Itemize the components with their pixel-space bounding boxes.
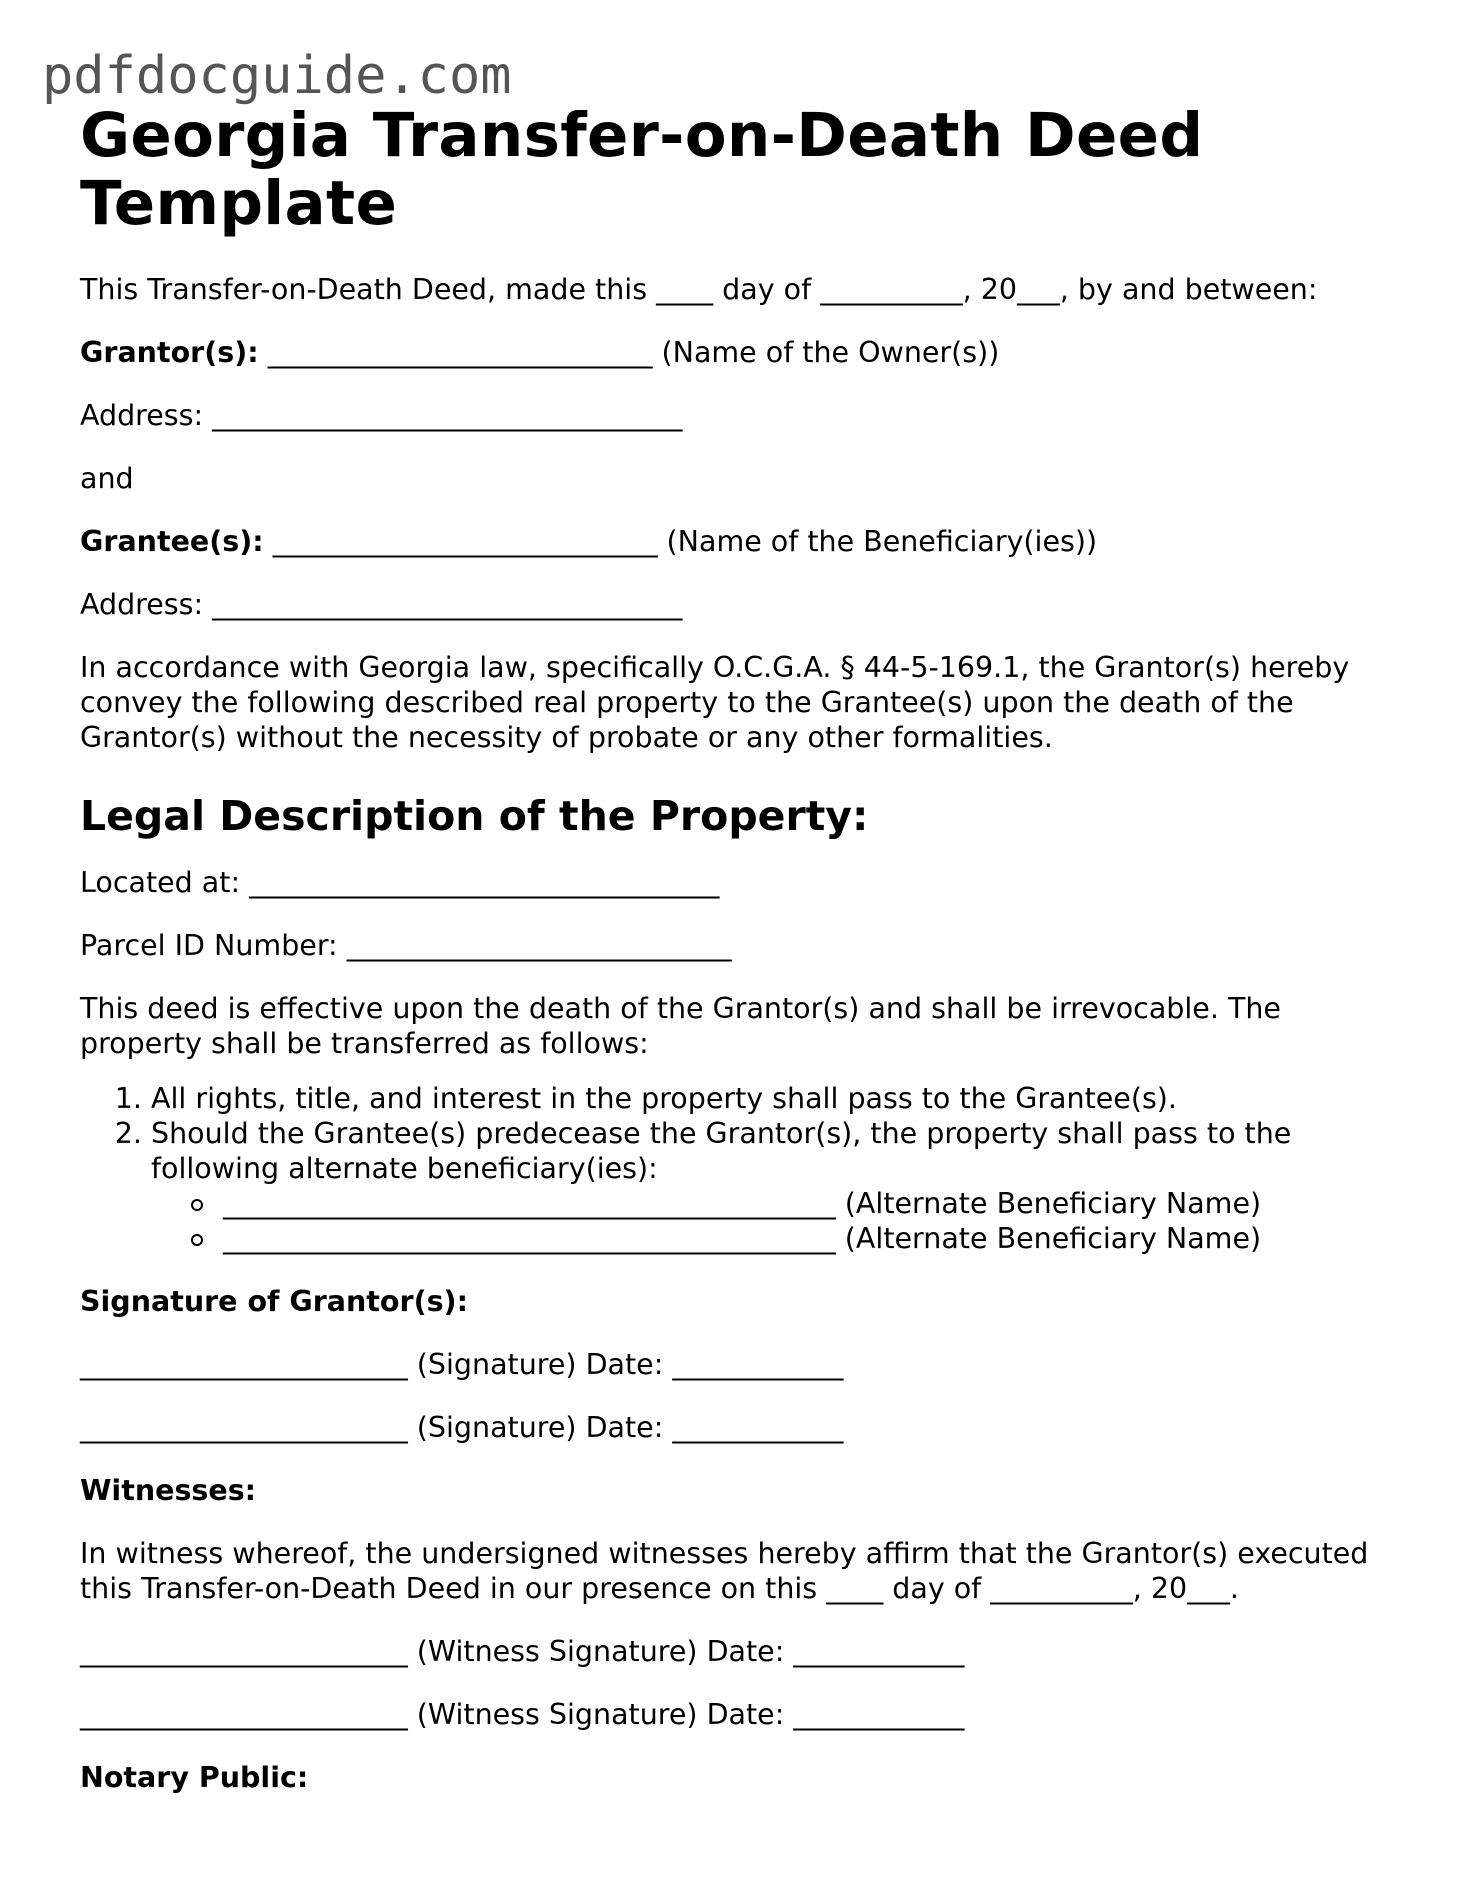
effective-paragraph: This deed is effective upon the death of the Grantor(s) and shall be irrevocable. The property shall be transferred as follows: xyxy=(80,992,1281,1060)
grantee-line xyxy=(80,524,1400,559)
list-item-text: All rights, title, and interest in the property shall pass to the Grantee(s). xyxy=(151,1082,1177,1115)
grantee-label: Grantee(s): xyxy=(80,525,264,558)
grantor-address: Address: _________________________________ xyxy=(80,399,683,432)
grantee-name-blank: ___________________________ (Name of the Beneficiary(ies)) xyxy=(263,525,1098,558)
grantee-address: Address: _________________________________ xyxy=(80,588,683,621)
and-text: and xyxy=(80,462,134,495)
alternate-beneficiary-item: ___________________________________________ (Alternate Beneficiary Name) xyxy=(223,1221,1400,1256)
document-body xyxy=(80,102,1400,1823)
grantor-label: Grantor(s): xyxy=(80,336,259,369)
grantor-name-blank: ___________________________ (Name of the Owner(s)) xyxy=(258,336,1000,369)
witnesses-paragraph: In witness whereof, the undersigned witnesses hereby affirm that the Grantor(s) executed this Transfer-on-Death Deed in our presence on this ____ day of __________, 20___. xyxy=(80,1537,1369,1605)
legal-description-heading: Legal Description of the Property: xyxy=(80,792,869,840)
signature-line: _______________________ (Signature) Date: ____________ xyxy=(80,1411,844,1444)
grantor-line xyxy=(80,335,1400,370)
intro-paragraph: This Transfer-on-Death Deed, made this ____ day of __________, 20___, by and between: xyxy=(80,273,1318,306)
alternate-beneficiary-item: ___________________________________________ (Alternate Beneficiary Name) xyxy=(223,1186,1400,1221)
transfer-list xyxy=(80,1081,1400,1256)
list-item xyxy=(151,1081,1400,1116)
signature-line: _______________________ (Signature) Date: ____________ xyxy=(80,1348,844,1381)
notary-heading: Notary Public: xyxy=(80,1761,309,1794)
located-at-line: Located at: _________________________________ xyxy=(80,866,720,899)
signature-heading: Signature of Grantor(s): xyxy=(80,1285,468,1318)
list-item-text: Should the Grantee(s) predecease the Grantor(s), the property shall pass to the following alternate beneficiary(ies): xyxy=(151,1117,1292,1185)
parcel-id-line: Parcel ID Number: ___________________________ xyxy=(80,929,732,962)
witnesses-heading: Witnesses: xyxy=(80,1474,257,1507)
alternate-beneficiary-list xyxy=(151,1186,1400,1256)
watermark-text: pdfdocguide.com xyxy=(42,46,512,106)
witness-signature-line: _______________________ (Witness Signature) Date: ____________ xyxy=(80,1698,965,1731)
document-title: Georgia Transfer-on-Death Deed Template xyxy=(80,100,1204,239)
conveyance-paragraph: In accordance with Georgia law, specifically O.C.G.A. § 44-5-169.1, the Grantor(s) hereby convey the following described real property to the Grantee(s) upon the death of the Grantor(s) without the necessity of probate or any other formalities. xyxy=(80,651,1350,754)
list-item xyxy=(151,1116,1400,1256)
witness-signature-line: _______________________ (Witness Signature) Date: ____________ xyxy=(80,1635,965,1668)
